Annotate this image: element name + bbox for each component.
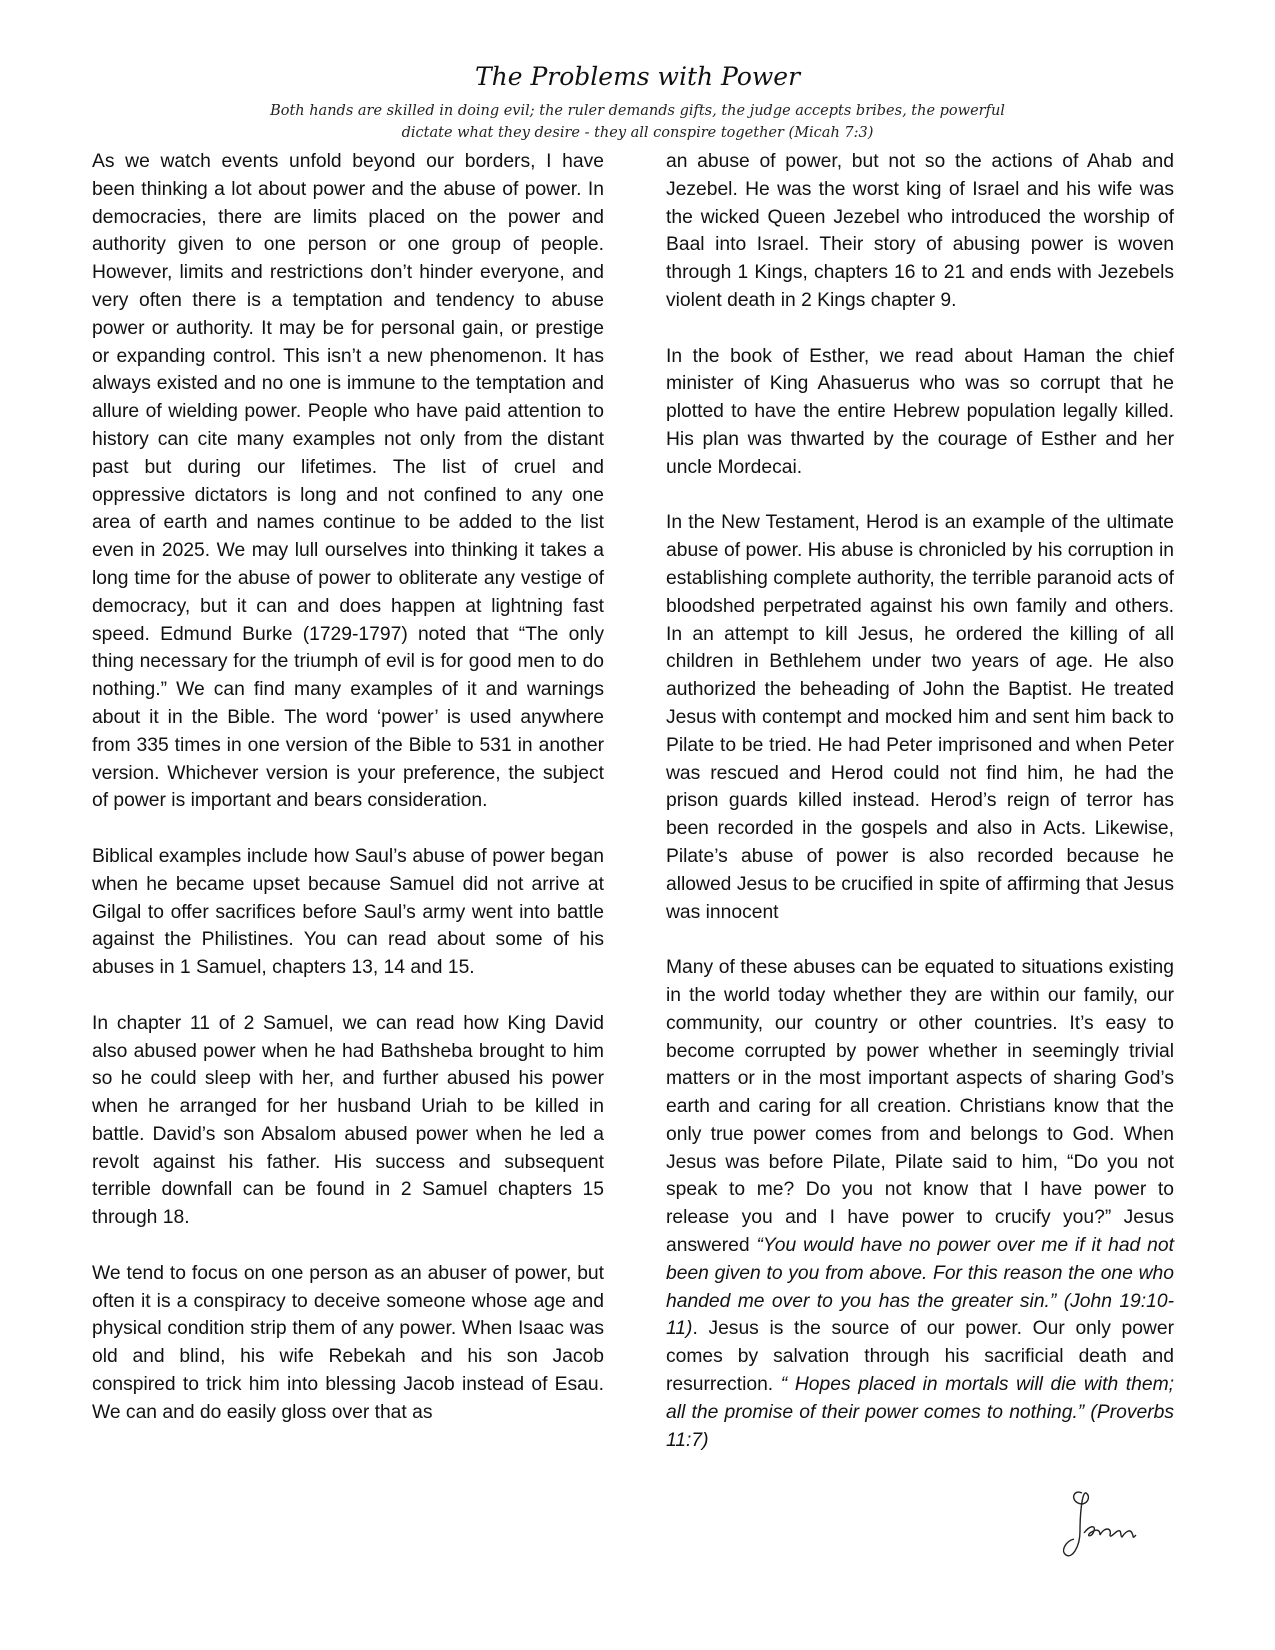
paragraph: In the New Testament, Herod is an example of the ultimate abuse of power. His abuse is chronicled by his corruption in establishing complete authority, the terrible paranoid acts of bloodshed perpetrated against his own family and others. In an attempt to kill Jesus, he ordered the killing of all children in Bethlehem under two years of age. He also authorized the beheading of John the Baptist. He treated Jesus with contempt and mocked him and sent him back to Pilate to be tried. He had Peter imprisoned and when Peter was rescued and Herod could not find him, he had the prison guards killed instead. Herod’s reign of terror has been recorded in the gospels and also in Acts. Likewise, Pilate’s abuse of power is also recorded because he allowed Jesus to be crucified in spite of affirming that Jesus was innocent xyxy=(666,512,1174,923)
paragraph-text: Many of these abuses can be equated to situations existing in the world today whether they are within our family, our community, our country or other countries. It’s easy to become corrupted by power whether in seemingly trivial matters or in the most important aspects of sharing God’s earth and caring for all creation. Christians know that the only true power comes from and belongs to God. When Jesus was before Pilate, Pilate said to him, “Do you not speak to me? Do you not know that I have power to release you and I have power to crucify you?” Jesus answered xyxy=(666,957,1174,1257)
paragraph: As we watch events unfold beyond our borders, I have been thinking a lot about power and the abuse of power. In democracies, there are limits placed on the power and authority given to one person or one group of people. However, limits and restrictions don’t hinder everyone, and very often there is a temptation and tendency to abuse power or authority. It may be for personal gain, or prestige or expanding control. This isn’t a new phenomenon. It has always existed and no one is immune to the temptation and allure of wielding power. People who have paid attention to history can cite many examples not only from the distant past but during our lifetimes. The list of cruel and oppressive dictators is long and not confined to any one area of earth and names continue to be added to the list even in 2025. We may lull ourselves into thinking it takes a long time for the abuse of power to obliterate any vestige of democracy, but it can and does happen at lightning fast speed. Edmund Burke (1729-1797) noted that “The only thing necessary for the triumph of evil is for good men to do nothing.” We can find many examples of it and warnings about it in the Bible. The word ‘power’ is used anywhere from 335 times in one version of the Bible to 531 in another version. Whichever version is your preference, the subject of power is important and bears consideration. xyxy=(92,151,604,812)
signature xyxy=(1060,1485,1170,1565)
paragraph: Biblical examples include how Saul’s abuse of power began when he became upset because Samuel did not arrive at Gilgal to offer sacrifices before Saul’s army went into battle against the Philistines. You can read about some of his abuses in 1 Samuel, chapters 13, 14 and 15. xyxy=(92,845,604,979)
paragraph: an abuse of power, but not so the actions of Ahab and Jezebel. He was the worst king of Israel and his wife was the wicked Queen Jezebel who introduced the worship of Baal into Israel. Their story of abusing power is woven through 1 Kings, chapters 16 to 21 and ends with Jezebels violent death in 2 Kings chapter 9. xyxy=(666,151,1174,311)
right-column xyxy=(666,148,1174,1482)
scripture-quote: “You would have no power over me if it had not been given to you from above. For this reason the one who handed me over to you has the greater sin.” (John 19:10-11) xyxy=(666,1235,1174,1340)
page-title: The Problems with Power xyxy=(474,62,801,91)
paragraph-text: . Jesus is the source of our power. Our only power comes by salvation through his sacrificial death and resurrection. xyxy=(666,1318,1174,1396)
paragraph xyxy=(666,954,1174,1454)
paragraph: We tend to focus on one person as an abuser of power, but often it is a conspiracy to deceive someone whose age and physical condition strip them of any power. When Isaac was old and blind, his wife Rebekah and his son Jacob conspired to trick him into blessing Jacob instead of Esau. We can and do easily gloss over that as xyxy=(92,1262,604,1423)
left-column xyxy=(92,148,604,1454)
paragraph: In chapter 11 of 2 Samuel, we can read how King David also abused power when he had Bathsheba brought to him so he could sleep with her, and further abused his power when he arranged for her husband Uriah to be killed in battle. David’s son Absalom abused power when he led a revolt against his father. His success and subsequent terrible downfall can be found in 2 Samuel chapters 15 through 18. xyxy=(92,1012,604,1229)
scripture-quote: “ Hopes placed in mortals will die with them; all the promise of their power comes to nothing.” (Proverbs 11:7) xyxy=(666,1374,1175,1451)
paragraph: In the book of Esther, we read about Haman the chief minister of King Ahasuerus who was so corrupt that he plotted to have the entire Hebrew population legally killed. His plan was thwarted by the courage of Esther and her uncle Mordecai. xyxy=(666,345,1174,478)
epigraph: Both hands are skilled in doing evil; the ruler demands gifts, the judge accepts bribes, the powerful dictate what they desire - they all conspire together (Micah 7:3) xyxy=(270,103,1005,141)
